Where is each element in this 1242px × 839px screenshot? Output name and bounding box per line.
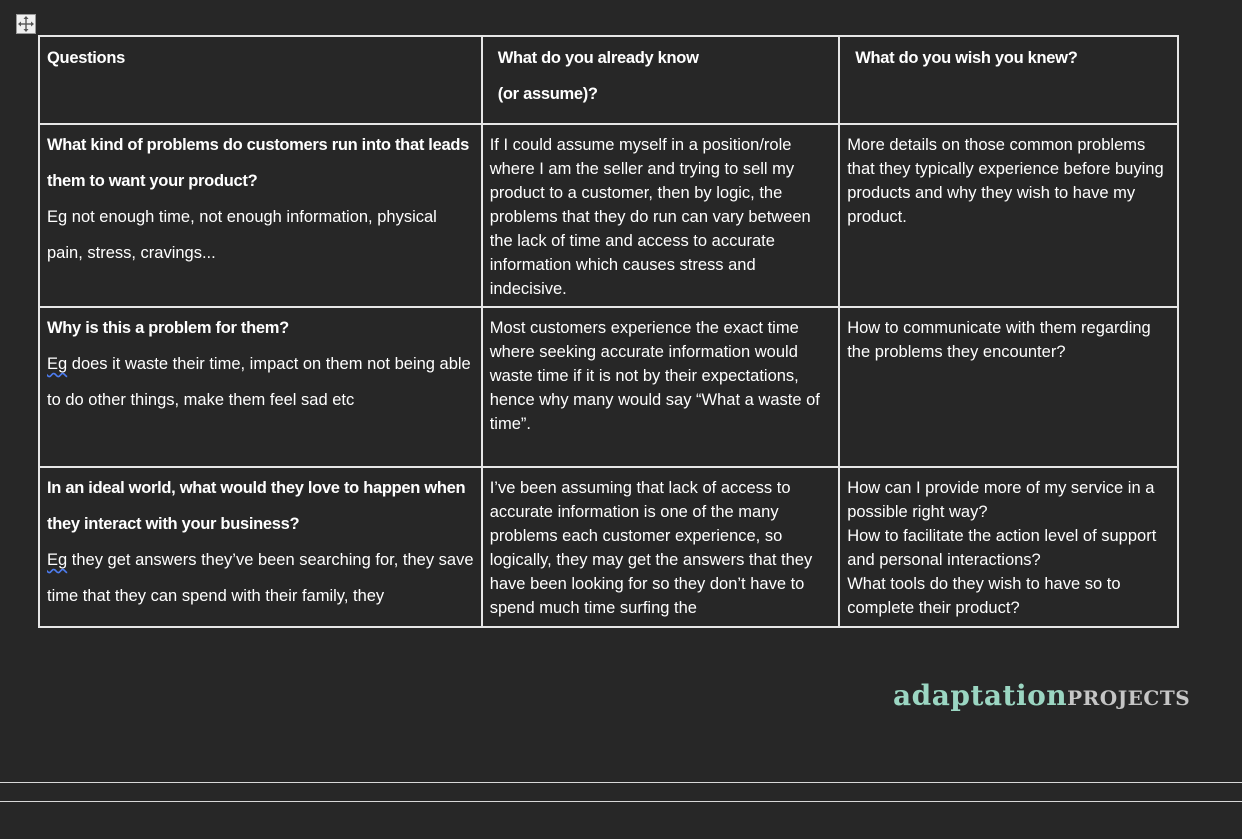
wish-knew-text: How to communicate with them regarding the problems they encounter? <box>847 319 1151 361</box>
wish-knew-line: How can I provide more of my service in a possible right way? <box>847 479 1155 521</box>
wish-knew-list <box>847 468 1170 620</box>
wish-knew-cell[interactable] <box>839 467 1178 627</box>
header-questions: Questions <box>47 49 125 67</box>
already-know-text: Most customers experience the exact time where seeking accurate information would waste time if it is not by their expectations, hence why many would say “What a waste of time”. <box>489 319 820 433</box>
question-cell[interactable] <box>39 124 482 307</box>
question-cell[interactable] <box>39 307 482 467</box>
header-cell-wish-knew[interactable] <box>839 36 1178 124</box>
header-already-know-line2: (or assume)? <box>497 85 598 103</box>
brand-sub-text: PROJECTS <box>1067 686 1191 710</box>
wish-knew-line: What tools do they wish to have so to complete their product? <box>847 575 1121 617</box>
page-divider-bottom <box>0 801 1242 802</box>
header-already-know-line1: What do you already know <box>497 49 699 67</box>
question-example <box>47 346 474 418</box>
wish-knew-cell[interactable] <box>839 307 1178 467</box>
already-know-cell[interactable] <box>482 124 839 307</box>
brand-main-text: adaptation <box>893 679 1068 712</box>
question-text: Why is this a problem for them? <box>47 319 289 337</box>
example-text: they get answers they’ve been searching for, they save time that they can spend with their family, they <box>47 551 474 605</box>
wish-knew-text: More details on those common problems that they typically experience before buying products and why they wish to have my product. <box>847 136 1164 226</box>
header-wish-knew: What do you wish you knew? <box>855 49 1078 67</box>
question-example <box>47 542 474 614</box>
question-text: What kind of problems do customers run into that leads them to want your product? <box>47 136 470 190</box>
brand-logo <box>893 679 1190 712</box>
example-text: does it waste their time, impact on them not being able to do other things, make them feel sad etc <box>47 355 471 409</box>
table-move-handle-icon[interactable] <box>16 14 36 34</box>
wish-knew-line: How to facilitate the action level of support and personal interactions? <box>847 527 1157 569</box>
table-header-row <box>39 36 1178 124</box>
already-know-cell[interactable] <box>482 467 839 627</box>
move-arrows-icon <box>17 15 35 33</box>
table-row <box>39 307 1178 467</box>
already-know-cell[interactable] <box>482 307 839 467</box>
question-cell[interactable] <box>39 467 482 627</box>
example-prefix-eg[interactable]: Eg <box>47 551 68 569</box>
table-row <box>39 124 1178 307</box>
already-know-text: If I could assume myself in a position/role where I am the seller and trying to sell my product to a customer, then by logic, the problems that they do run can vary between the lack of time and access to accurate information which causes stress and indecisive. <box>489 136 811 298</box>
example-prefix-eg[interactable]: Eg <box>47 355 68 373</box>
already-know-text: I’ve been assuming that lack of access to accurate information is one of the many problems each customer experience, so logically, they may get the answers that they have been looking for so they don’t have to spend much time surfing the <box>489 479 813 617</box>
page-divider-top <box>0 782 1242 783</box>
question-text: In an ideal world, what would they love to happen when they interact with your business? <box>47 479 466 533</box>
questions-table <box>38 35 1179 628</box>
wish-knew-cell[interactable] <box>839 124 1178 307</box>
question-example: Eg not enough time, not enough information, physical pain, stress, cravings... <box>47 208 437 262</box>
header-cell-already-know[interactable] <box>482 36 839 124</box>
header-cell-questions[interactable] <box>39 36 482 124</box>
table-row <box>39 467 1178 627</box>
